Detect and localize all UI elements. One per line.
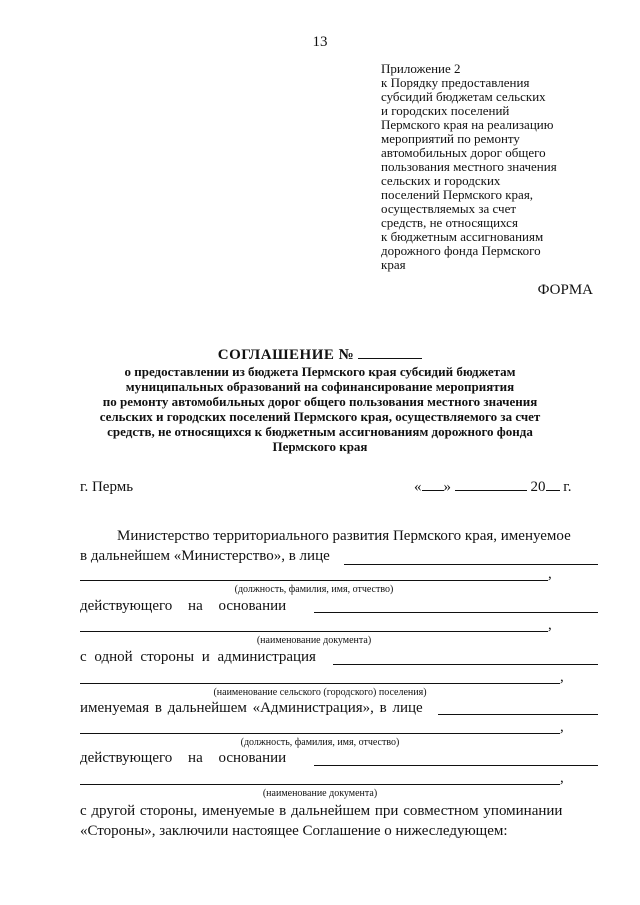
date-quote-open: « (414, 479, 422, 495)
appendix-line: поселений Пермского края, (381, 187, 534, 202)
appendix-line: осуществляемых за счет (381, 201, 517, 216)
basis-document-field-2[interactable] (314, 765, 598, 766)
city-label: г. Пермь (80, 479, 134, 495)
closing-line-2: «Стороны», заключили настоящее Соглашение о нижеследующем: (80, 823, 508, 839)
agreement-number-field[interactable] (358, 346, 422, 359)
appendix-line: и городских поселений (381, 103, 510, 118)
basis-document-field-1-cont[interactable] (80, 631, 548, 632)
appendix-line: автомобильных дорог общего (381, 145, 546, 160)
appendix-line: к Порядку предоставления (381, 75, 530, 90)
subtitle-line: средств, не относящихся к бюджетным ассигнованиям дорожного фонда (107, 424, 533, 439)
comma: , (560, 669, 564, 685)
date-quote-close: » (443, 479, 451, 495)
comma: , (548, 566, 552, 582)
basis-document-field-2-cont[interactable] (80, 784, 560, 785)
caption-position-2: (должность, фамилия, имя, отчество) (240, 737, 400, 748)
comma: , (560, 770, 564, 786)
paragraph-ministry-line2: в дальнейшем «Министерство», в лице (80, 548, 330, 564)
year-field[interactable] (546, 476, 560, 491)
caption-document: (наименование документа) (256, 635, 372, 646)
appendix-line: сельских и городских (381, 173, 501, 188)
day-field[interactable] (422, 476, 444, 491)
subtitle-line: о предоставлении из бюджета Пермского края субсидий бюджетам (124, 364, 516, 379)
month-field[interactable] (455, 476, 527, 491)
agreement-title: СОГЛАШЕНИЕ № (217, 347, 355, 363)
appendix-line: Приложение 2 (381, 61, 461, 76)
administration-representative-field-cont[interactable] (80, 733, 560, 734)
acting-basis-1: действующего на основании (80, 598, 287, 614)
caption-document-2: (наименование документа) (262, 788, 378, 799)
appendix-line: мероприятий по ремонту (381, 131, 520, 146)
appendix-line: средств, не относящихся (381, 215, 518, 230)
appendix-line: пользования местного значения (381, 159, 557, 174)
appendix-block (381, 62, 557, 272)
administration-name-field-cont[interactable] (80, 683, 560, 684)
ministry-representative-field-cont[interactable] (80, 580, 548, 581)
appendix-line: края (381, 257, 406, 272)
caption-settlement: (наименование сельского (городского) поселения) (213, 687, 427, 698)
one-side-administration: с одной стороны и администрация (80, 649, 316, 665)
acting-basis-2: действующего на основании (80, 750, 287, 766)
paragraph-ministry-line1: Министерство территориального развития Пермского края, именуемое (117, 528, 571, 544)
caption-position: (должность, фамилия, имя, отчество) (234, 584, 394, 595)
appendix-line: Пермского края на реализацию (381, 117, 554, 132)
agreement-subtitle (0, 364, 640, 454)
page-number: 13 (312, 34, 328, 50)
subtitle-line: Пермского края (272, 439, 368, 454)
comma: , (548, 617, 552, 633)
year-prefix: 20 (530, 479, 546, 495)
agreement-heading (0, 346, 640, 364)
appendix-line: субсидий бюджетам сельских (381, 89, 546, 104)
ministry-representative-field[interactable] (344, 564, 598, 565)
named-administration: именуемая в дальнейшем «Администрация», в лице (80, 700, 423, 716)
administration-name-field[interactable] (333, 664, 598, 665)
subtitle-line: сельских и городских поселений Пермского края, осуществляемого за счет (99, 409, 541, 424)
form-label: ФОРМА (537, 282, 593, 298)
year-suffix: г. (563, 479, 572, 495)
closing-line-1: с другой стороны, именуемые в дальнейшем при совместном упоминании (80, 803, 563, 819)
comma: , (560, 719, 564, 735)
subtitle-line: муниципальных образований на софинансирование мероприятия (125, 379, 515, 394)
basis-document-field-1[interactable] (314, 612, 598, 613)
appendix-line: к бюджетным ассигнованиям (381, 229, 544, 244)
date-line (414, 476, 571, 496)
appendix-line: дорожного фонда Пермского (381, 243, 541, 258)
administration-representative-field[interactable] (438, 714, 598, 715)
subtitle-line: по ремонту автомобильных дорог общего пользования местного значения (102, 394, 538, 409)
